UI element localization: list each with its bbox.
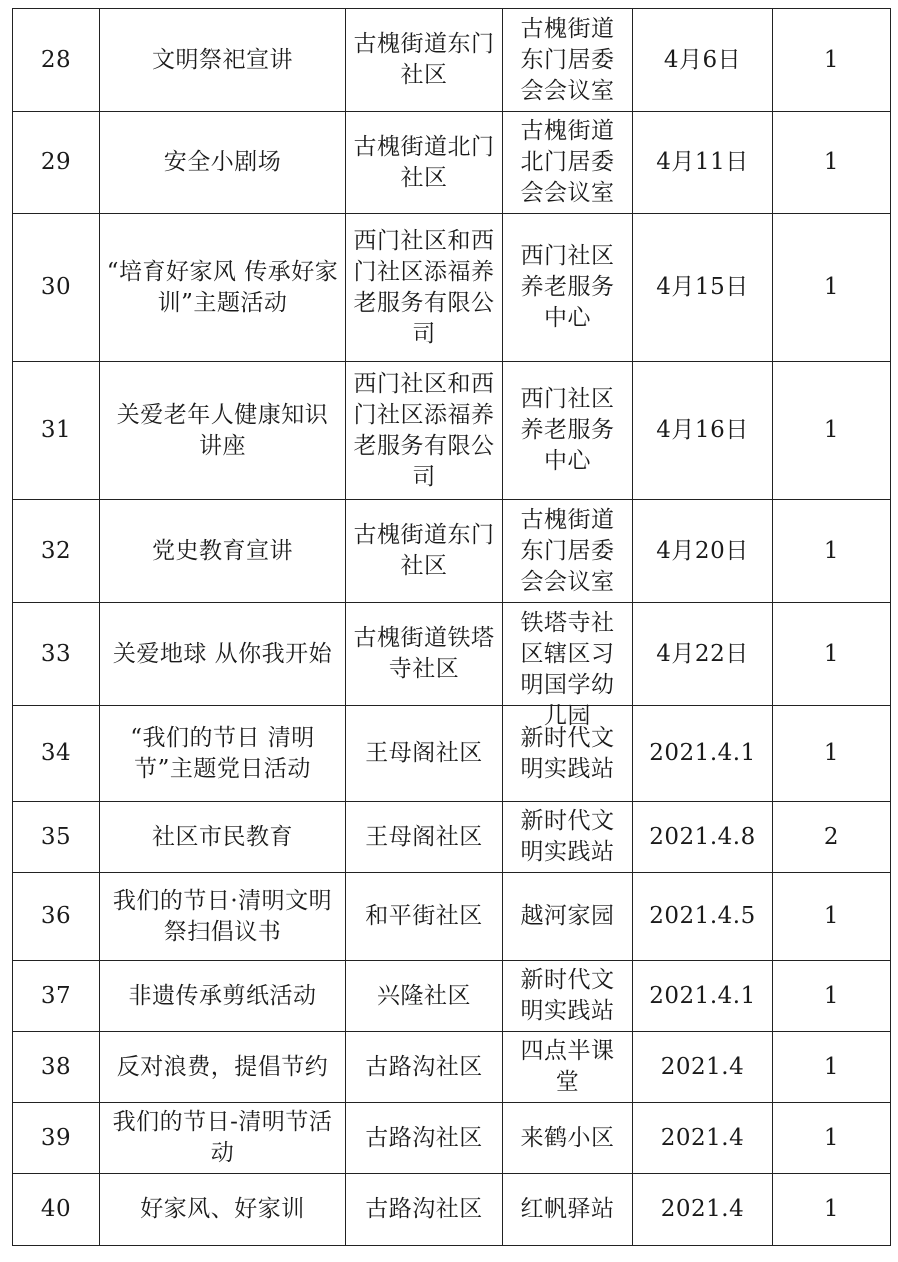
count-cell: 1 [773, 214, 891, 362]
organizer-cell: 和平街社区 [346, 873, 503, 961]
date-cell: 2021.4 [633, 1174, 773, 1246]
table-row [13, 706, 891, 802]
count-cell: 1 [773, 112, 891, 214]
location-cell: 来鹤小区 [503, 1103, 633, 1174]
date-cell: 2021.4.1 [633, 961, 773, 1032]
activity-cell: 我们的节日-清明节活动 [100, 1103, 346, 1174]
date-cell: 4月15日 [633, 214, 773, 362]
location-cell: 古槐街道北门居委会会议室 [503, 112, 633, 214]
organizer-cell: 古槐街道东门社区 [346, 9, 503, 112]
count-cell: 1 [773, 500, 891, 603]
location-cell: 新时代文明实践站 [503, 706, 633, 802]
organizer-cell: 西门社区和西门社区添福养老服务有限公司 [346, 214, 503, 362]
row-number-cell: 37 [13, 961, 100, 1032]
row-number-cell: 32 [13, 500, 100, 603]
activity-cell: 我们的节日·清明文明祭扫倡议书 [100, 873, 346, 961]
activity-cell: “我们的节日 清明节”主题党日活动 [100, 706, 346, 802]
count-cell: 1 [773, 706, 891, 802]
activity-cell: 好家风、好家训 [100, 1174, 346, 1246]
location-cell: 西门社区养老服务中心 [503, 214, 633, 362]
date-cell: 4月16日 [633, 362, 773, 500]
row-number-cell: 34 [13, 706, 100, 802]
row-number-cell: 38 [13, 1032, 100, 1103]
table-row [13, 873, 891, 961]
table-row [13, 362, 891, 500]
date-cell: 4月20日 [633, 500, 773, 603]
count-cell: 1 [773, 603, 891, 706]
location-cell: 古槐街道东门居委会会议室 [503, 9, 633, 112]
organizer-cell: 古路沟社区 [346, 1032, 503, 1103]
location-cell: 西门社区养老服务中心 [503, 362, 633, 500]
activity-cell: 关爱地球 从你我开始 [100, 603, 346, 706]
count-cell: 1 [773, 873, 891, 961]
organizer-cell: 古槐街道铁塔寺社区 [346, 603, 503, 706]
table-row [13, 603, 891, 706]
date-cell: 2021.4.5 [633, 873, 773, 961]
organizer-cell: 兴隆社区 [346, 961, 503, 1032]
row-number-cell: 30 [13, 214, 100, 362]
date-cell: 4月6日 [633, 9, 773, 112]
row-number-cell: 28 [13, 9, 100, 112]
activity-cell: 文明祭祀宣讲 [100, 9, 346, 112]
location-cell: 四点半课堂 [503, 1032, 633, 1103]
table-row [13, 1174, 891, 1246]
row-number-cell: 33 [13, 603, 100, 706]
row-number-cell: 29 [13, 112, 100, 214]
location-cell: 新时代文明实践站 [503, 961, 633, 1032]
organizer-cell: 王母阁社区 [346, 802, 503, 873]
date-cell: 2021.4.1 [633, 706, 773, 802]
organizer-cell: 西门社区和西门社区添福养老服务有限公司 [346, 362, 503, 500]
count-cell: 1 [773, 1174, 891, 1246]
date-cell: 2021.4 [633, 1032, 773, 1103]
count-cell: 2 [773, 802, 891, 873]
activity-cell: 安全小剧场 [100, 112, 346, 214]
organizer-cell: 古路沟社区 [346, 1174, 503, 1246]
table-row [13, 9, 891, 112]
activity-cell: 非遗传承剪纸活动 [100, 961, 346, 1032]
activity-cell: 社区市民教育 [100, 802, 346, 873]
count-cell: 1 [773, 362, 891, 500]
organizer-cell: 古槐街道北门社区 [346, 112, 503, 214]
row-number-cell: 31 [13, 362, 100, 500]
date-cell: 4月11日 [633, 112, 773, 214]
location-cell: 铁塔寺社区辖区习明国学幼儿园 [503, 603, 633, 706]
row-number-cell: 36 [13, 873, 100, 961]
row-number-cell: 40 [13, 1174, 100, 1246]
activity-cell: 反对浪费，提倡节约 [100, 1032, 346, 1103]
table-row [13, 1103, 891, 1174]
activity-cell: 关爱老年人健康知识讲座 [100, 362, 346, 500]
table-row [13, 500, 891, 603]
table-row [13, 961, 891, 1032]
location-cell: 越河家园 [503, 873, 633, 961]
row-number-cell: 35 [13, 802, 100, 873]
location-cell: 红帆驿站 [503, 1174, 633, 1246]
count-cell: 1 [773, 1103, 891, 1174]
organizer-cell: 王母阁社区 [346, 706, 503, 802]
count-cell: 1 [773, 1032, 891, 1103]
organizer-cell: 古路沟社区 [346, 1103, 503, 1174]
location-cell: 古槐街道东门居委会会议室 [503, 500, 633, 603]
row-number-cell: 39 [13, 1103, 100, 1174]
table-row [13, 214, 891, 362]
activity-cell: “培育好家风 传承好家训”主题活动 [100, 214, 346, 362]
location-cell: 新时代文明实践站 [503, 802, 633, 873]
count-cell: 1 [773, 9, 891, 112]
activities-table [12, 8, 891, 1246]
organizer-cell: 古槐街道东门社区 [346, 500, 503, 603]
table-row [13, 112, 891, 214]
table-row [13, 802, 891, 873]
date-cell: 4月22日 [633, 603, 773, 706]
activity-cell: 党史教育宣讲 [100, 500, 346, 603]
date-cell: 2021.4.8 [633, 802, 773, 873]
count-cell: 1 [773, 961, 891, 1032]
date-cell: 2021.4 [633, 1103, 773, 1174]
table-row [13, 1032, 891, 1103]
